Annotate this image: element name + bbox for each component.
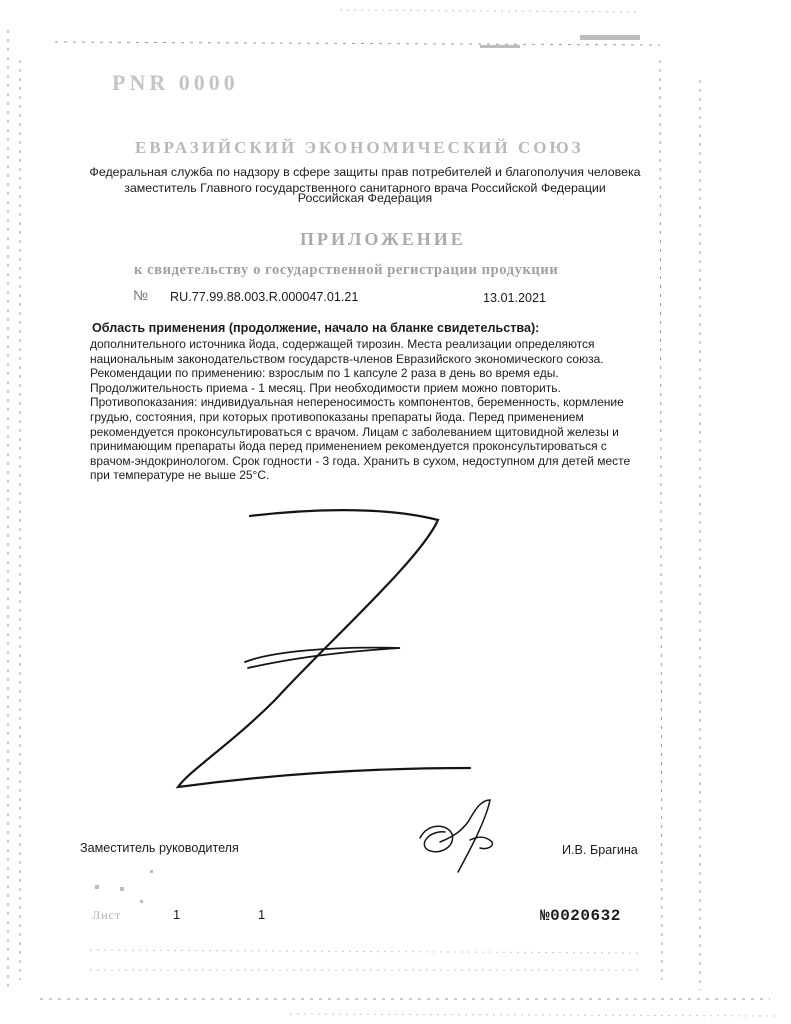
body-line: при температуре не выше 25°С. (90, 468, 270, 483)
section-title: Область применения (продолжение, начало на бланке свидетельства): (92, 321, 540, 335)
serial-number: №0020632 (540, 907, 621, 925)
body-line: национальным законодательством государств-членов Евразийского экономического союза. (90, 351, 604, 366)
signatory-title: Заместитель руководителя (80, 841, 239, 855)
authority-line-1: Федеральная служба по надзору в сфере защиты прав потребителей и благополучия человека (89, 165, 641, 179)
body-line: Рекомендации по применению: взрослым по 1 капсуле 2 раза в день во время еды. (90, 366, 559, 381)
body-line: Продолжительность приема - 1 месяц. При необходимости прием можно повторить. (90, 380, 561, 395)
number-sign: № (133, 287, 149, 303)
authority-line-2: заместитель Главного государственного санитарного врача Российской Федерации (124, 181, 606, 195)
registration-date: 13.01.2021 (483, 291, 547, 305)
appendix-title: ПРИЛОЖЕНИЕ (300, 229, 466, 249)
appendix-subtitle: к свидетельству о государственной регистрации продукции (134, 262, 559, 278)
body-line: врачом-эндокринологом. Срок годности - 3 года. Хранить в сухом, недоступном для детей месте (90, 453, 631, 468)
body-line: Противопоказания: индивидуальная непереносимость компонентов, беременность, кормление (90, 395, 624, 410)
body-line: рекомендуется проконсультироваться с врачом. Лицам с заболеванием щитовидной железы и (90, 424, 619, 439)
body-line: грудью, состояния, при которых противопоказаны препараты йода. Перед применением (90, 409, 584, 424)
signatory-name: И.В. Брагина (562, 843, 638, 857)
body-line: дополнительного источника йода, содержащей тирозин. Места реализации определяются (90, 337, 595, 351)
form-code: PNR 0000 (112, 70, 239, 95)
union-header: ЕВРАЗИЙСКИЙ ЭКОНОМИЧЕСКИЙ СОЮЗ (135, 138, 584, 157)
page-total: 1 (258, 907, 266, 922)
authority-line-3: Российская Федерация (297, 191, 433, 205)
page-current: 1 (173, 907, 181, 922)
body-line: принимающим препараты йода перед применением рекомендуется проконсультироваться с (90, 439, 607, 454)
registration-number: RU.77.99.88.003.R.000047.01.21 (170, 290, 359, 304)
page-label: Лист (92, 908, 122, 922)
